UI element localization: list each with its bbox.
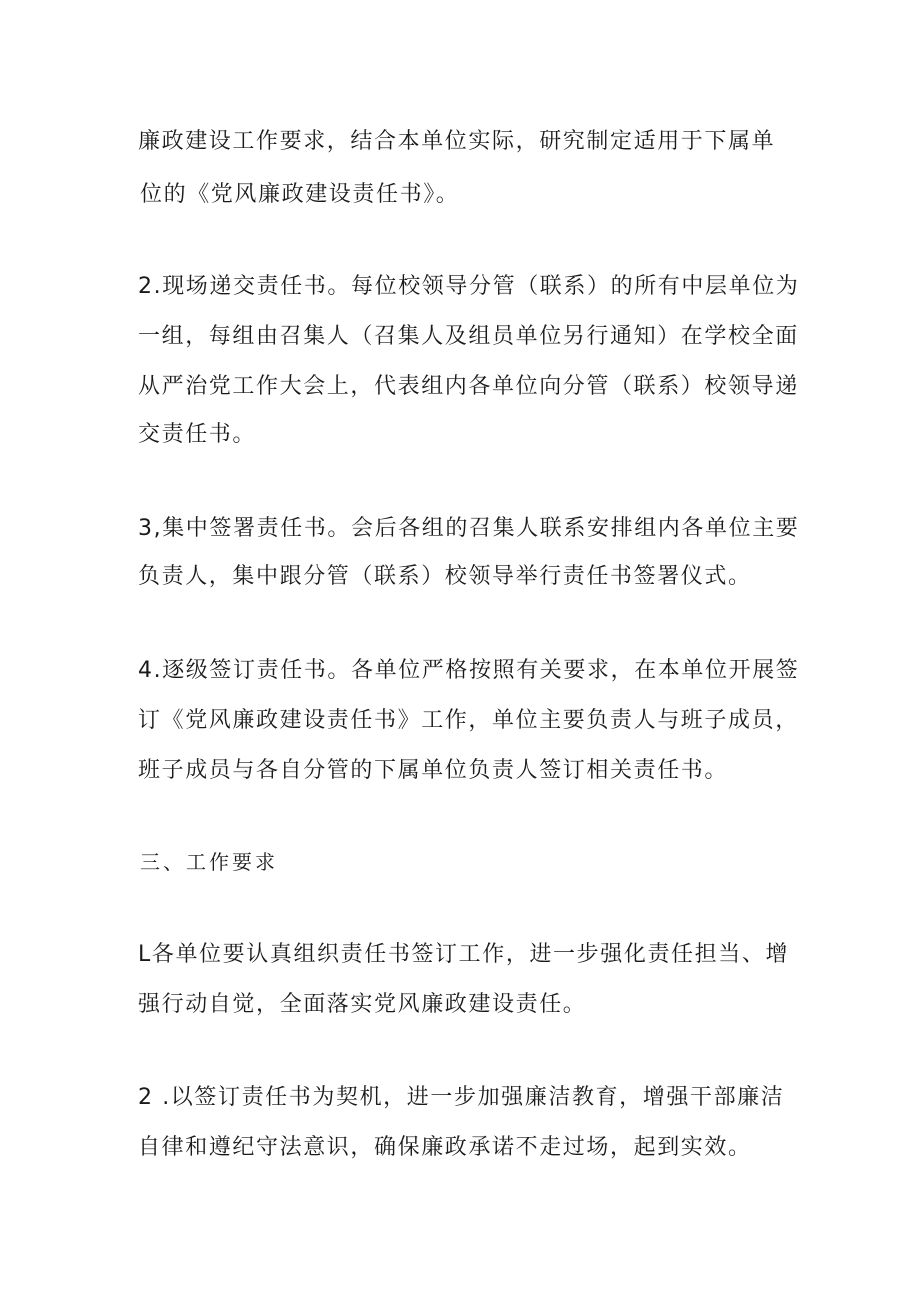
paragraph-1-line-2: 位的《党风廉政建设责任书》。 [140, 182, 460, 207]
paragraph-2-line-2: 一组，每组由召集人（召集人及组员单位另行通知）在学校全面 [138, 324, 799, 349]
paragraph-1-line-1: 廉政建设工作要求，结合本单位实际，研究制定适用于下属单 [138, 129, 776, 154]
requirement-1-line-1: L各单位要认真组织责任书签订工作，进一步强化责任担当、增 [138, 942, 790, 967]
requirement-2-line-2: 自律和遵纪守法意识，确保廉政承诺不走过场，起到实效。 [138, 1135, 752, 1160]
paragraph-2-line-4: 交责任书。 [138, 422, 257, 447]
paragraph-4-line-3: 班子成员与各自分管的下属单位负责人签订相关责任书。 [138, 758, 729, 783]
paragraph-2-line-3: 从严治党工作大会上，代表组内各单位向分管（联系）校领导递 [138, 374, 799, 399]
paragraph-4-line-2: 订《党风廉政建设责任书》工作，单位主要负责人与班子成员， [138, 708, 799, 733]
requirement-2-line-1: 2 .以签订责任书为契机，进一步加强廉洁教育，增强干部廉洁 [138, 1085, 785, 1110]
paragraph-2-line-1: 2.现场递交责任书。每位校领导分管（联系）的所有中层单位为 [138, 274, 800, 299]
paragraph-3-line-2: 负责人，集中跟分管（联系）校领导举行责任书签署仪式。 [138, 564, 752, 589]
requirement-1-line-2: 强行动自觉，全面落实党风廉政建设责任。 [138, 992, 587, 1017]
paragraph-3-line-1: 3,集中签署责任书。会后各组的召集人联系安排组内各单位主要 [138, 516, 800, 541]
section-heading: 三、工作要求 [140, 850, 278, 874]
paragraph-4-line-1: 4.逐级签订责任书。各单位严格按照有关要求，在本单位开展签 [138, 658, 800, 683]
